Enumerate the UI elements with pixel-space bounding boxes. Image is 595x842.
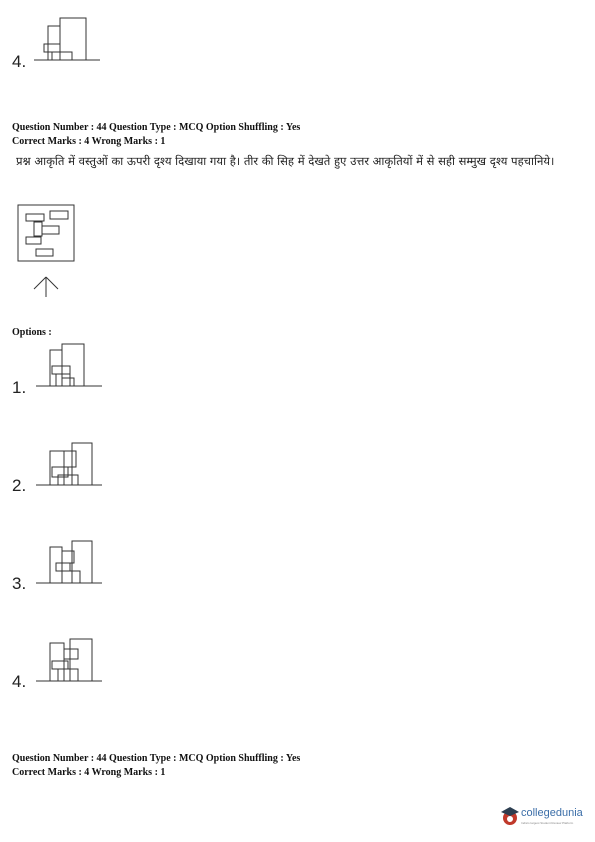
option-4-figure[interactable] [36,633,106,685]
prev-option-figure [34,16,104,64]
option-3-figure[interactable] [36,535,106,587]
option-3-number: 3. [12,574,27,593]
logo-tagline: India's largest Student Review Platform [521,821,574,825]
options-label: Options : [12,327,52,338]
question-figure [18,205,78,300]
prev-option-number: 4. [12,52,27,71]
collegedunia-logo[interactable] [500,806,592,828]
next-question-meta-line1: Question Number : 44 Question Type : MCQ Option Shuffling : Yes [12,753,301,764]
arrow-head-left [34,277,46,289]
question-meta-line2: Correct Marks : 4 Wrong Marks : 1 [12,136,166,147]
question-meta-line1: Question Number : 44 Question Type : MCQ Option Shuffling : Yes [12,122,301,133]
logo-name: collegedunia [521,807,583,819]
arrow-head-right [46,277,58,289]
option-1-figure[interactable] [36,340,106,390]
option-1-number: 1. [12,378,27,397]
graduate-cap-icon [500,806,520,826]
next-question-meta-line2: Correct Marks : 4 Wrong Marks : 1 [12,767,166,778]
option-2-number: 2. [12,476,27,495]
option-4-number: 4. [12,672,27,691]
option-2-figure[interactable] [36,437,106,489]
question-text: प्रश्न आकृति में वस्तुओं का ऊपरी दृश्य दिखाया गया है। तीर की सिह में देखते हुए उत्तर आकृतियों में से सही सम्मुख दृश्य पहचानिये। [16,154,555,168]
